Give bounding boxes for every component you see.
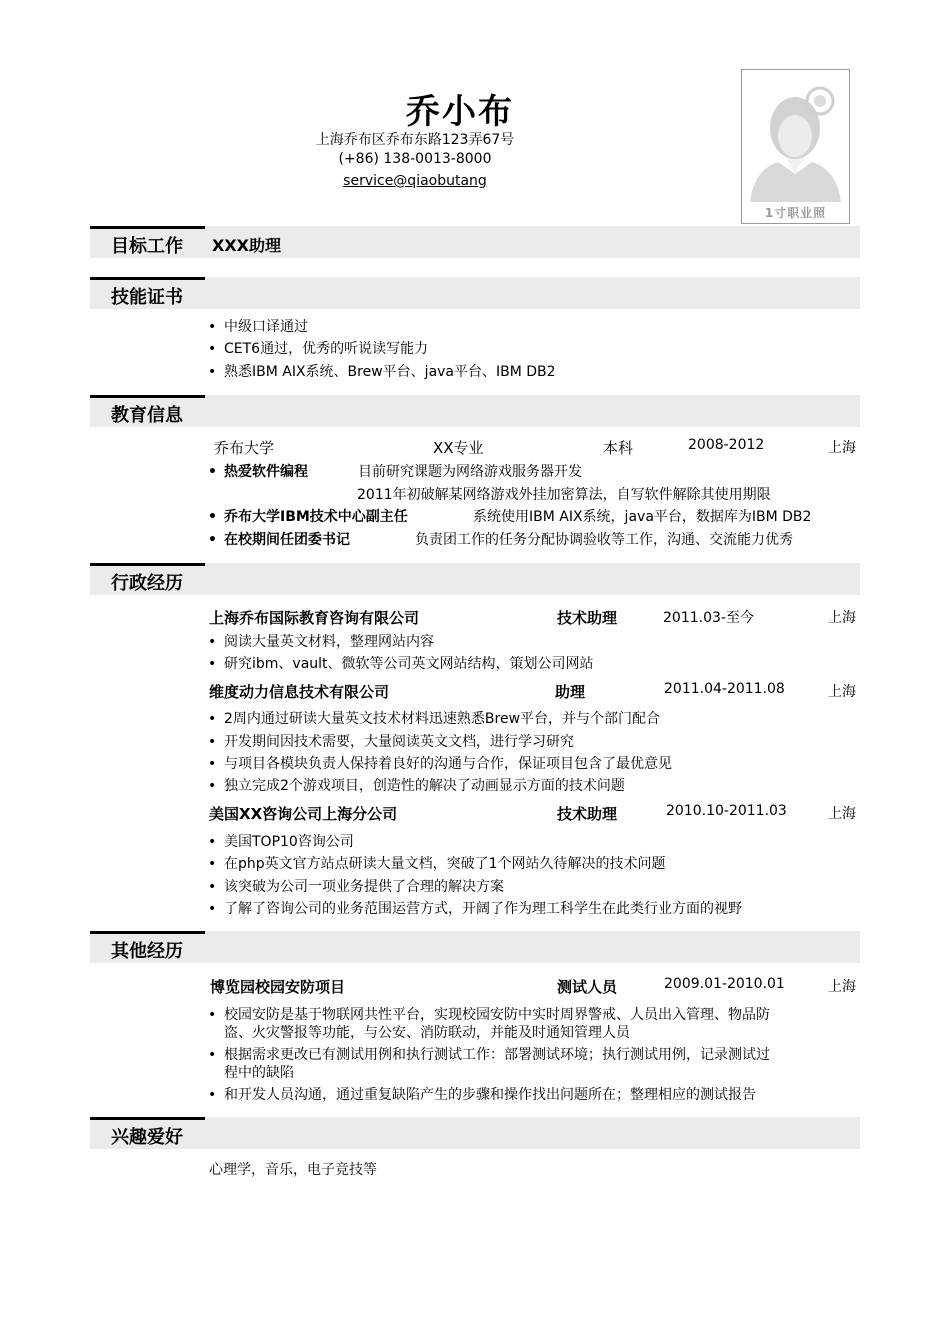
list-item: • 和开发人员沟通，通过重复缺陷产生的步骤和操作找出问题所在；整理相应的测试报告 (208, 1087, 756, 1103)
item-detail: 2011年初破解某网络游戏外挂加密算法，自写软件解除其使用期限 (357, 487, 771, 503)
list-item: • 独立完成2个游戏项目，创造性的解决了动画显示方面的技术问题 (208, 778, 625, 794)
job-period: 2011.03-至今 (663, 610, 754, 626)
person-silhouette-icon (742, 70, 849, 223)
job-location: 上海 (828, 806, 856, 822)
school-name: 乔布大学 (214, 439, 275, 457)
section-title: 其他经历 (111, 941, 183, 962)
section-skills (90, 277, 860, 309)
list-item: • 熟悉IBM AIX系统、Brew平台、java平台、IBM DB2 (208, 364, 556, 380)
email-link[interactable]: service@qiaobutang (343, 173, 487, 189)
phone: (+86) 138-0013-8000 (338, 151, 492, 167)
job-role: 技术助理 (557, 805, 618, 823)
major: XX专业 (433, 439, 484, 457)
item-detail: 目前研究课题为网络游戏服务器开发 (358, 464, 582, 480)
section-title: 教育信息 (111, 405, 183, 426)
job-period: 2010.10-2011.03 (666, 803, 787, 819)
list-item: • CET6通过，优秀的听说读写能力 (208, 341, 429, 357)
section-bar (90, 931, 205, 934)
section-other (90, 931, 860, 963)
list-item: • 热爱软件编程 (208, 464, 308, 480)
job-role: 技术助理 (557, 609, 618, 627)
section-bar (90, 563, 205, 566)
job-location: 上海 (828, 684, 856, 700)
period: 2008-2012 (688, 437, 765, 453)
section-bar (90, 395, 205, 398)
job-period: 2011.04-2011.08 (664, 681, 785, 697)
project-location: 上海 (828, 979, 856, 995)
job-location: 上海 (828, 610, 856, 626)
list-item: • 中级口译通过 (208, 319, 308, 335)
candidate-name: 乔小布 (406, 92, 514, 132)
project-role: 测试人员 (557, 978, 618, 996)
section-hobbies (90, 1117, 860, 1149)
list-item: • 在php英文官方站点研读大量文档，突破了1个网站久待解决的技术问题 (208, 856, 666, 872)
job-role: 助理 (555, 683, 586, 701)
list-item: • 在校期间任团委书记 (208, 532, 350, 548)
company-name: 美国XX咨询公司上海分公司 (209, 805, 398, 823)
list-item: • 乔布大学IBM技术中心副主任 (208, 509, 408, 525)
list-item-cont: 程中的缺陷 (224, 1065, 294, 1081)
section-admin (90, 563, 860, 595)
list-item: • 美国TOP10咨询公司 (208, 834, 354, 850)
section-bar (90, 277, 205, 280)
photo-caption: 1寸职业照 (764, 206, 827, 220)
project-name: 博览园校园安防项目 (210, 978, 346, 996)
list-item-cont: 盗、火灾警报等功能，与公安、消防联动，并能及时通知管理人员 (224, 1025, 630, 1041)
list-item: • 了解了咨询公司的业务范围运营方式，开阔了作为理工科学生在此类行业方面的视野 (208, 901, 742, 917)
item-detail: 系统使用IBM AIX系统，java平台，数据库为IBM DB2 (473, 509, 812, 525)
list-item: • 校园安防是基于物联网共性平台，实现校园安防中实时周界警戒、人员出入管理、物品防 (208, 1007, 770, 1023)
list-item: • 与项目各模块负责人保持着良好的沟通与合作，保证项目包含了最优意见 (208, 756, 672, 772)
list-item: • 阅读大量英文材料，整理网站内容 (208, 634, 434, 650)
degree: 本科 (603, 439, 634, 457)
section-title: 行政经历 (111, 573, 183, 594)
profile-photo (741, 69, 850, 224)
location: 上海 (828, 440, 856, 456)
section-education (90, 395, 860, 427)
company-name: 上海乔布国际教育咨询有限公司 (209, 609, 420, 627)
section-bar (90, 1117, 205, 1120)
company-name: 维度动力信息技术有限公司 (209, 683, 390, 701)
section-title: 兴趣爱好 (111, 1127, 183, 1148)
list-item: • 根据需求更改已有测试用例和执行测试工作：部署测试环境；执行测试用例，记录测试过 (208, 1047, 770, 1063)
address: 上海乔布区乔布东路123弄67号 (315, 132, 515, 148)
section-title: 技能证书 (111, 287, 183, 308)
list-item: • 该突破为公司一项业务提供了合理的解决方案 (208, 879, 504, 895)
section-objective (90, 226, 860, 258)
section-bar (90, 226, 205, 229)
objective-value: XXX助理 (212, 236, 282, 255)
list-item: • 2周内通过研读大量英文技术材料迅速熟悉Brew平台，并与个部门配合 (208, 711, 661, 727)
section-title: 目标工作 (111, 236, 183, 257)
project-period: 2009.01-2010.01 (664, 976, 785, 992)
hobbies-value: 心理学，音乐，电子竞技等 (209, 1162, 377, 1178)
list-item: • 研究ibm、vault、微软等公司英文网站结构，策划公司网站 (208, 656, 594, 672)
item-detail: 负责团工作的任务分配协调验收等工作，沟通、交流能力优秀 (415, 532, 793, 548)
list-item: • 开发期间因技术需要，大量阅读英文文档，进行学习研究 (208, 734, 574, 750)
